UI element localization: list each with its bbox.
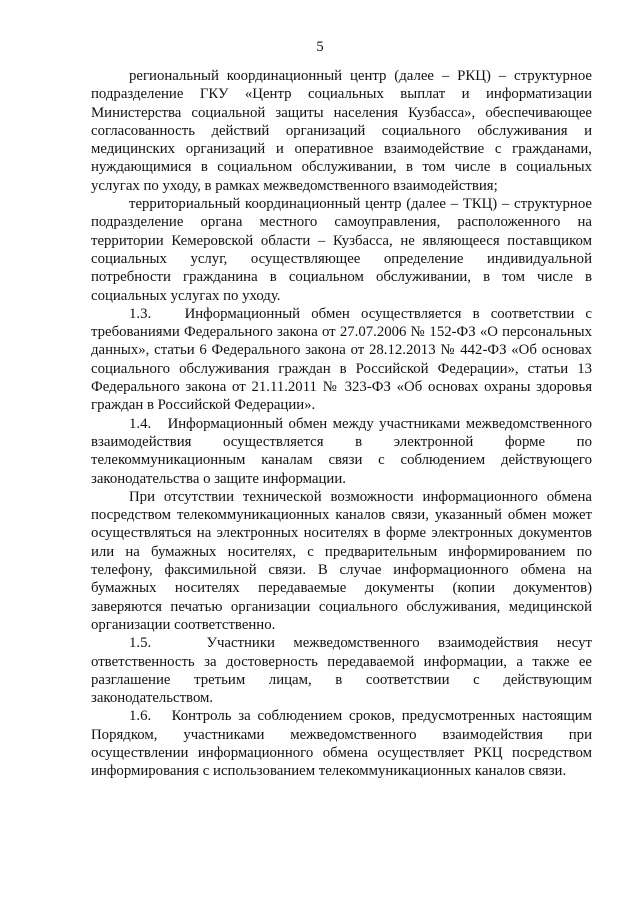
paragraph-no-technical-possibility: При отсутствии технической возможности информационного обмена посредством телекоммуникационных каналов связи, указанный обмен может осуществляться на электронных носителях в форме электронных документов или на бумажных носителях, с предварительным информированием по телефону, факсимильной связи. В случае информационного обмена на бумажных носителях передаваемые документы (копии документов) заверяются печатью организации социального обслуживания, медицинской организации соответственно.: [91, 488, 592, 633]
page-number: 5: [316, 39, 324, 55]
document-body: [91, 67, 592, 781]
paragraph-1-3: 1.3. Информационный обмен осуществляется в соответствии с требованиями Федерального закона от 27.07.2006 № 152-ФЗ «О персональных данных», статьи 6 Федерального закона от 28.12.2013 № 442-ФЗ «Об основах социального обслуживания граждан в Российской Федерации», статьи 13 Федерального закона от 21.11.2011 № 323-ФЗ «Об основах охраны здоровья граждан в Российской Федерации».: [91, 305, 592, 414]
paragraph-tkc-definition: территориальный координационный центр (далее – ТКЦ) – структурное подразделение органа местного самоуправления, расположенного на территории Кемеровской области – Кузбасса, не являющееся поставщиком социальных услуг, осуществляющее определение индивидуальной потребности гражданина в социальном обслуживании, в том числе в социальных услугах по уходу.: [91, 196, 592, 304]
paragraph-1-5: 1.5. Участники межведомственного взаимодействия несут ответственность за достоверность передаваемой информации, а также ее разглашение третьим лицам, в соответствии с действующим законодательством.: [91, 635, 592, 707]
paragraph-rkc-definition: региональный координационный центр (далее – РКЦ) – структурное подразделение ГКУ «Центр социальных выплат и информатизации Министерства социальной защиты населения Кузбасса», обеспечивающее согласованность действий организаций социального обслуживания и медицинских организаций и оперативное взаимодействие с гражданами, нуждающимися в социальном обслуживании, в том числе в социальных услугах по уходу, в рамках межведомственного взаимодействия;: [91, 68, 592, 194]
paragraph-1-4: 1.4. Информационный обмен между участниками межведомственного взаимодействия осуществляется в электронной форме по телекоммуникационным каналам связи с соблюдением действующего законодательства о защите информации.: [91, 415, 592, 487]
paragraph-1-6: 1.6. Контроль за соблюдением сроков, предусмотренных настоящим Порядком, участниками межведомственного взаимодействия при осуществлении информационного обмена осуществляет РКЦ посредством информирования с использованием телекоммуникационных каналов связи.: [91, 708, 592, 780]
